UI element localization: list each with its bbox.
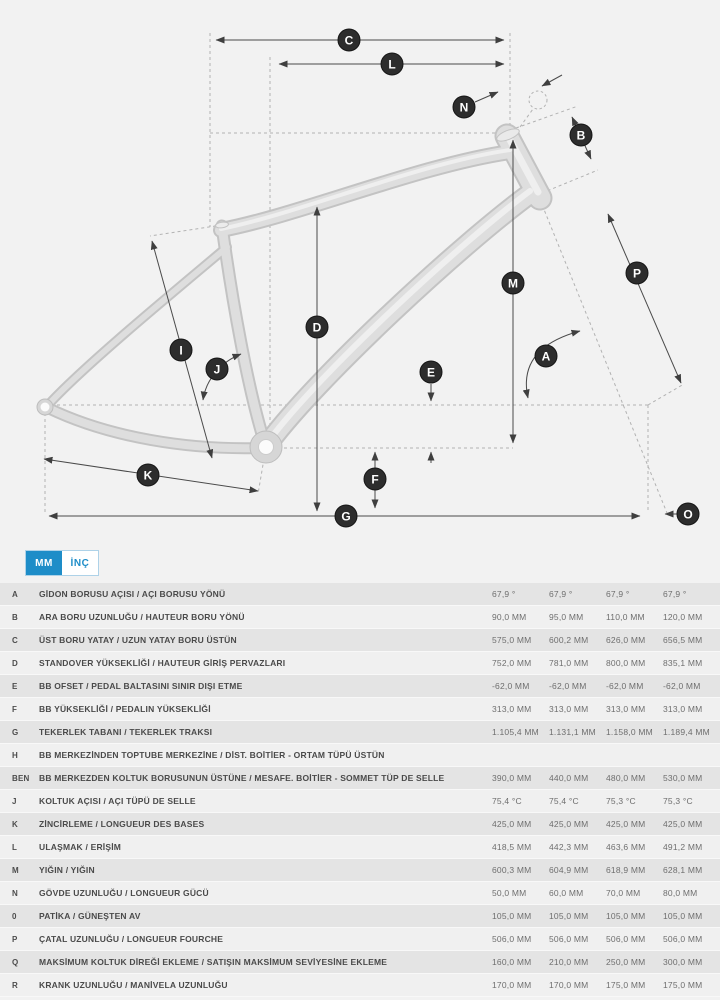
row-value: 67,9 ° (492, 589, 516, 599)
row-value: 442,3 MM (549, 842, 589, 852)
row-value: 835,1 MM (663, 658, 703, 668)
row-value: 425,0 MM (492, 819, 532, 829)
dim-label-text-D: D (312, 320, 322, 335)
row-value: 313,0 MM (606, 704, 646, 714)
row-value: 463,6 MM (606, 842, 646, 852)
tab-inch[interactable]: İNÇ (62, 551, 98, 575)
dim-label-text-J: J (213, 362, 221, 377)
table-row (0, 974, 720, 997)
row-value: 506,0 MM (492, 934, 532, 944)
row-value: 425,0 MM (606, 819, 646, 829)
dim-arrow-stem (542, 75, 562, 86)
row-letter: D (12, 658, 18, 668)
table-row (0, 721, 720, 744)
row-letter: C (12, 635, 18, 645)
row-letter: M (12, 865, 19, 875)
row-letter: J (12, 796, 17, 806)
row-value: 75,4 °C (549, 796, 579, 806)
row-value: 604,9 MM (549, 865, 589, 875)
row-value: 105,0 MM (492, 911, 532, 921)
row-value: 75,4 °C (492, 796, 522, 806)
row-label: GİDON BORUSU AÇISI / AÇI BORUSU YÖNÜ (39, 589, 226, 599)
row-value: 800,0 MM (606, 658, 646, 668)
row-value: 425,0 MM (549, 819, 589, 829)
table-row (0, 675, 720, 698)
row-value: 70,0 MM (606, 888, 641, 898)
row-value: 50,0 MM (492, 888, 527, 898)
table-row (0, 790, 720, 813)
seat-tube (222, 226, 265, 444)
row-label: YIĞIN / YIĞIN (39, 865, 95, 875)
row-label: BB MERKEZİNDEN TOPTUBE MERKEZİNE / DİST. BOİTİER - ORTAM TÜPÜ ÜSTÜN (39, 750, 385, 760)
tab-mm[interactable]: MM (26, 551, 62, 575)
row-letter: L (12, 842, 18, 852)
row-letter: G (12, 727, 19, 737)
row-value: 120,0 MM (663, 612, 703, 622)
row-label: BB YÜKSEKLİĞİ / PEDALIN YÜKSEKLİĞİ (39, 704, 211, 714)
dimension-lines (44, 40, 681, 516)
row-value: 175,0 MM (606, 980, 646, 990)
row-value: 1.131,1 MM (549, 727, 596, 737)
dim-line-P (608, 214, 681, 383)
table-row (0, 698, 720, 721)
row-value: 210,0 MM (549, 957, 589, 967)
dim-label-text-N: N (459, 100, 469, 115)
row-value: 506,0 MM (606, 934, 646, 944)
seat-stay (49, 247, 227, 404)
row-value: -62,0 MM (663, 681, 701, 691)
row-value: 105,0 MM (549, 911, 589, 921)
row-value: 600,3 MM (492, 865, 532, 875)
row-letter: BEN (12, 773, 30, 783)
table-row (0, 767, 720, 790)
dim-label-text-K: K (143, 468, 153, 483)
row-letter: F (12, 704, 18, 714)
row-value: 530,0 MM (663, 773, 703, 783)
table-row (0, 882, 720, 905)
row-value: 418,5 MM (492, 842, 532, 852)
row-value: 1.105,4 MM (492, 727, 539, 737)
row-value: 313,0 MM (663, 704, 703, 714)
row-value: 60,0 MM (549, 888, 584, 898)
row-label: ARA BORU UZUNLUĞU / HAUTEUR BORU YÖNÜ (39, 612, 245, 622)
table-row (0, 652, 720, 675)
units-toggle (25, 550, 99, 576)
row-value: 1.158,0 MM (606, 727, 653, 737)
row-value: 105,0 MM (663, 911, 703, 921)
row-value: 67,9 ° (606, 589, 630, 599)
dim-label-text-B: B (576, 128, 586, 143)
pointer-arrows (431, 75, 678, 514)
row-letter: Q (12, 957, 19, 967)
row-value: -62,0 MM (549, 681, 587, 691)
row-value: 80,0 MM (663, 888, 698, 898)
row-value: 575,0 MM (492, 635, 532, 645)
row-value: 90,0 MM (492, 612, 527, 622)
table-row (0, 744, 720, 767)
row-value: 300,0 MM (663, 957, 703, 967)
row-label: TEKERLEK TABANI / TEKERLEK TRAKSI (39, 727, 213, 737)
table-row (0, 859, 720, 882)
row-label: ZİNCİRLEME / LONGUEUR DES BASES (39, 819, 205, 829)
row-value: 600,2 MM (549, 635, 589, 645)
row-value: 313,0 MM (492, 704, 532, 714)
row-value: 626,0 MM (606, 635, 646, 645)
row-value: 175,0 MM (663, 980, 703, 990)
row-letter: P (12, 934, 18, 944)
table-row (0, 629, 720, 652)
row-label: ULAŞMAK / ERİŞİM (39, 842, 122, 852)
row-value: 160,0 MM (492, 957, 532, 967)
row-value: 618,9 MM (606, 865, 646, 875)
row-value: -62,0 MM (606, 681, 644, 691)
row-letter: H (12, 750, 18, 760)
row-value: 752,0 MM (492, 658, 532, 668)
row-value: 440,0 MM (549, 773, 589, 783)
row-value: 170,0 MM (492, 980, 532, 990)
dim-label-text-I: I (179, 343, 183, 358)
dim-arrow-N (475, 92, 498, 102)
row-label: PATİKA / GÜNEŞTEN AV (39, 911, 141, 921)
row-label: BB MERKEZDEN KOLTUK BORUSUNUN ÜSTÜNE / MESAFE. BOİTİER - SOMMET TÜP DE SELLE (39, 773, 445, 783)
row-label: ÜST BORU YATAY / UZUN YATAY BORU ÜSTÜN (39, 635, 237, 645)
stem-clamp-circle (529, 91, 547, 109)
row-label: GÖVDE UZUNLUĞU / LONGUEUR GÜCÜ (39, 888, 209, 898)
row-value: 67,9 ° (663, 589, 687, 599)
row-value: 110,0 MM (606, 612, 645, 622)
row-value: 480,0 MM (606, 773, 646, 783)
row-value: 491,2 MM (663, 842, 703, 852)
row-label: KRANK UZUNLUĞU / MANİVELA UZUNLUĞU (39, 980, 228, 990)
row-value: 506,0 MM (549, 934, 589, 944)
row-label: KOLTUK AÇISI / AÇI TÜPÜ DE SELLE (39, 796, 196, 806)
table-row (0, 928, 720, 951)
row-letter: R (12, 980, 18, 990)
row-value: 781,0 MM (549, 658, 589, 668)
row-value: 170,0 MM (549, 980, 589, 990)
dim-label-text-O: O (683, 507, 693, 522)
row-letter: K (12, 819, 18, 829)
row-label: BB OFSET / PEDAL BALTASINI SINIR DIŞI ETME (39, 681, 243, 691)
row-value: 67,9 ° (549, 589, 573, 599)
table-row (0, 905, 720, 928)
row-letter: B (12, 612, 18, 622)
row-value: 390,0 MM (492, 773, 532, 783)
dim-label-text-C: C (344, 33, 354, 48)
row-value: 506,0 MM (663, 934, 703, 944)
row-value: 95,0 MM (549, 612, 584, 622)
dim-label-text-M: M (508, 276, 518, 291)
row-value: 425,0 MM (663, 819, 703, 829)
table-row (0, 813, 720, 836)
dim-label-text-E: E (426, 365, 436, 380)
table-row (0, 583, 720, 606)
row-letter: N (12, 888, 18, 898)
dim-label-text-F: F (371, 472, 379, 487)
dim-label-text-G: G (341, 509, 351, 524)
row-letter: A (12, 589, 18, 599)
row-label: STANDOVER YÜKSEKLİĞİ / HAUTEUR GİRİŞ PERVAZLARI (39, 658, 286, 668)
table-row (0, 606, 720, 629)
dim-label-text-A: A (541, 349, 551, 364)
row-value: -62,0 MM (492, 681, 530, 691)
row-label: ÇATAL UZUNLUĞU / LONGUEUR FOURCHE (39, 934, 224, 944)
dim-label-text-P: P (632, 266, 642, 281)
row-value: 75,3 °C (606, 796, 636, 806)
row-value: 1.189,4 MM (663, 727, 710, 737)
row-value: 250,0 MM (606, 957, 646, 967)
table-row (0, 951, 720, 974)
row-value: 628,1 MM (663, 865, 703, 875)
row-value: 75,3 °C (663, 796, 693, 806)
row-label: MAKSİMUM KOLTUK DİREĞİ EKLEME / SATIŞIN MAKSİMUM SEVİYESİNE EKLEME (39, 957, 388, 967)
table-row (0, 836, 720, 859)
geometry-table (0, 583, 720, 997)
dim-label-text-L: L (388, 57, 396, 72)
row-value: 313,0 MM (549, 704, 589, 714)
bike-frame (37, 126, 540, 463)
row-value: 656,5 MM (663, 635, 703, 645)
row-value: 105,0 MM (606, 911, 646, 921)
row-letter: 0 (12, 911, 17, 921)
row-letter: E (12, 681, 18, 691)
